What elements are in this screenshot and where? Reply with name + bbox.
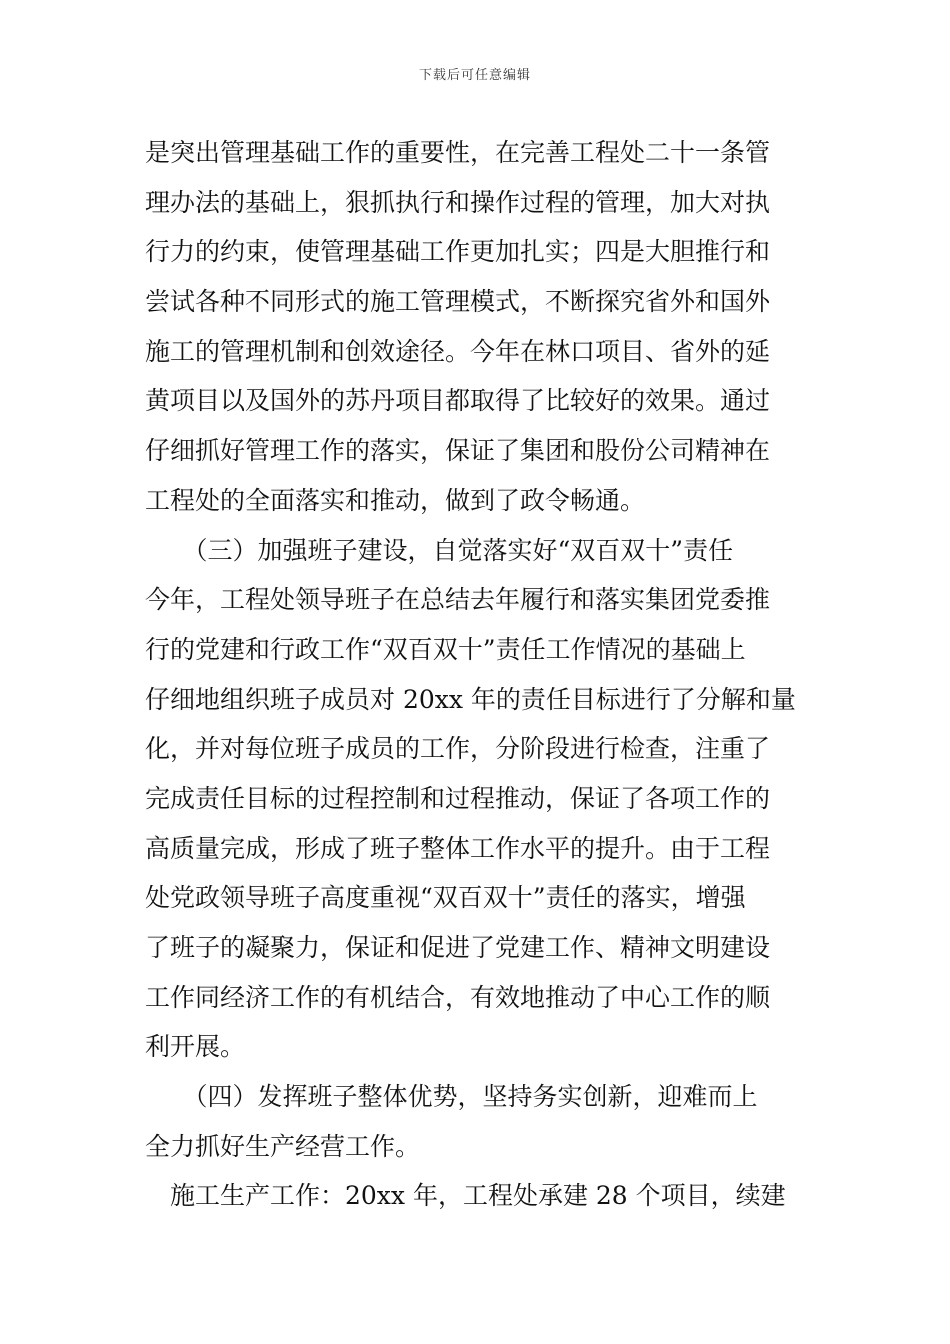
page-header: 下载后可任意编辑 (418, 68, 531, 83)
text-line: 施工的管理机制和创效途径。今年在林口项目、省外的延 (145, 336, 771, 366)
text-line: 黄项目以及国外的苏丹项目都取得了比较好的效果。通过 (145, 386, 771, 416)
text-line: 处党政领导班子高度重视“双百双十”责任的落实，增强 (145, 883, 746, 913)
text-line: 高质量完成，形成了班子整体工作水平的提升。由于工程 (145, 833, 771, 863)
text-line: 全力抓好生产经营工作。 (145, 1131, 421, 1161)
text-line: 工程处的全面落实和推动，做到了政令畅通。 (145, 485, 646, 515)
text-line: 化，并对每位班子成员的工作，分阶段进行检查，注重了 (145, 734, 771, 764)
text-line: 尝试各种不同形式的施工管理模式，不断探究省外和国外 (145, 287, 771, 317)
section-heading-four: （四）发挥班子整体优势，坚持务实创新，迎难而上 (145, 1082, 758, 1112)
text-line: 仔细抓好管理工作的落实，保证了集团和股份公司精神在 (145, 436, 771, 466)
document-body (145, 128, 815, 1221)
text-line: 工作同经济工作的有机结合，有效地推动了中心工作的顺 (145, 982, 771, 1012)
text-line: 利开展。 (145, 1032, 246, 1062)
text-line: 施工生产工作：20xx 年，工程处承建 28 个项目，续建 (145, 1181, 786, 1211)
text-line: 理办法的基础上，狠抓执行和操作过程的管理，加大对执 (145, 187, 771, 217)
text-line: 行的党建和行政工作“双百双十”责任工作情况的基础上 (145, 634, 746, 664)
text-line: 行力的约束，使管理基础工作更加扎实；四是大胆推行和 (145, 237, 771, 267)
text-line: 今年，工程处领导班子在总结去年履行和落实集团党委推 (145, 585, 771, 615)
text-line: 了班子的凝聚力，保证和促进了党建工作、精神文明建设 (145, 933, 771, 962)
text-line: 是突出管理基础工作的重要性，在完善工程处二十一条管 (145, 138, 771, 167)
text-line: 完成责任目标的过程控制和过程推动，保证了各项工作的 (145, 783, 771, 813)
text-line: 仔细地组织班子成员对 20xx 年的责任目标进行了分解和量 (145, 684, 796, 714)
section-heading-three: （三）加强班子建设，自觉落实好“双百双十”责任 (145, 535, 734, 565)
